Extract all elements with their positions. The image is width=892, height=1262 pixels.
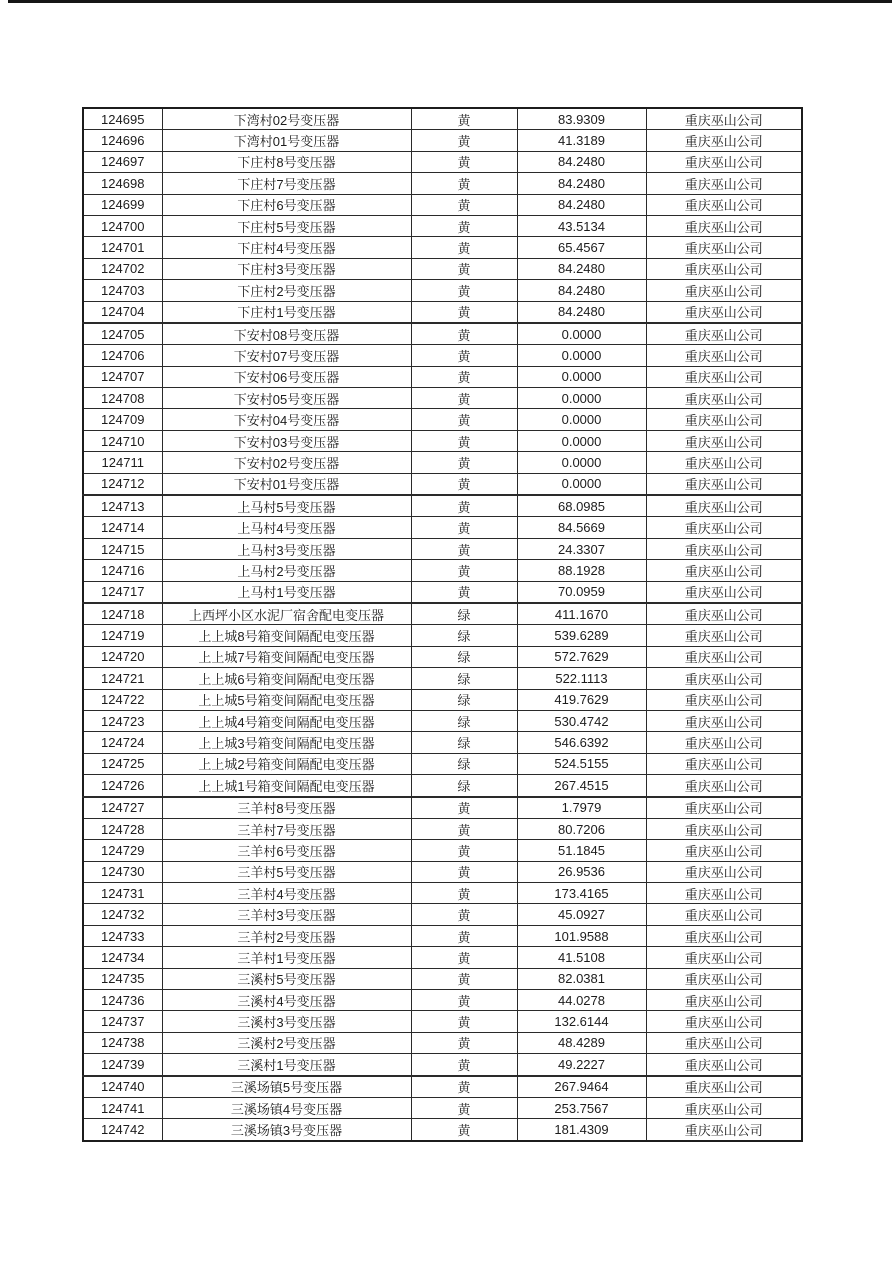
cell-transformer-name: 上上城6号箱变间隔配电变压器 bbox=[162, 668, 411, 689]
cell-status: 绿 bbox=[411, 668, 517, 689]
cell-company: 重庆巫山公司 bbox=[646, 581, 802, 603]
cell-transformer-name: 三溪村3号变压器 bbox=[162, 1011, 411, 1032]
cell-transformer-name: 上上城4号箱变间隔配电变压器 bbox=[162, 710, 411, 731]
cell-record-id: 124722 bbox=[83, 689, 162, 710]
cell-transformer-name: 下安村02号变压器 bbox=[162, 452, 411, 473]
cell-transformer-name: 三羊村2号变压器 bbox=[162, 925, 411, 946]
cell-value: 83.9309 bbox=[517, 108, 646, 130]
cell-value: 80.7206 bbox=[517, 818, 646, 839]
table-row bbox=[83, 345, 802, 366]
cell-value: 0.0000 bbox=[517, 452, 646, 473]
table-row bbox=[83, 452, 802, 473]
cell-status: 绿 bbox=[411, 753, 517, 774]
cell-company: 重庆巫山公司 bbox=[646, 366, 802, 387]
cell-company: 重庆巫山公司 bbox=[646, 1119, 802, 1141]
cell-company: 重庆巫山公司 bbox=[646, 173, 802, 194]
table-row bbox=[83, 108, 802, 130]
table-row bbox=[83, 151, 802, 172]
cell-transformer-name: 三羊村4号变压器 bbox=[162, 883, 411, 904]
cell-record-id: 124705 bbox=[83, 323, 162, 345]
cell-record-id: 124737 bbox=[83, 1011, 162, 1032]
table-row bbox=[83, 1119, 802, 1141]
cell-record-id: 124730 bbox=[83, 861, 162, 882]
table-row bbox=[83, 883, 802, 904]
cell-record-id: 124734 bbox=[83, 947, 162, 968]
cell-value: 419.7629 bbox=[517, 689, 646, 710]
table-row bbox=[83, 753, 802, 774]
cell-record-id: 124696 bbox=[83, 130, 162, 151]
cell-status: 绿 bbox=[411, 646, 517, 667]
cell-transformer-name: 三羊村5号变压器 bbox=[162, 861, 411, 882]
cell-value: 88.1928 bbox=[517, 560, 646, 581]
cell-record-id: 124717 bbox=[83, 581, 162, 603]
table-row bbox=[83, 237, 802, 258]
cell-value: 132.6144 bbox=[517, 1011, 646, 1032]
cell-record-id: 124726 bbox=[83, 775, 162, 797]
cell-status: 绿 bbox=[411, 775, 517, 797]
cell-value: 267.4515 bbox=[517, 775, 646, 797]
cell-status: 黄 bbox=[411, 883, 517, 904]
cell-record-id: 124729 bbox=[83, 840, 162, 861]
cell-value: 24.3307 bbox=[517, 538, 646, 559]
cell-status: 黄 bbox=[411, 1119, 517, 1141]
cell-transformer-name: 三溪场镇4号变压器 bbox=[162, 1097, 411, 1118]
cell-status: 绿 bbox=[411, 732, 517, 753]
cell-value: 411.1670 bbox=[517, 603, 646, 625]
cell-transformer-name: 下安村01号变压器 bbox=[162, 473, 411, 495]
cell-company: 重庆巫山公司 bbox=[646, 538, 802, 559]
cell-status: 黄 bbox=[411, 280, 517, 301]
cell-record-id: 124697 bbox=[83, 151, 162, 172]
cell-status: 黄 bbox=[411, 560, 517, 581]
cell-value: 84.2480 bbox=[517, 151, 646, 172]
cell-transformer-name: 下安村05号变压器 bbox=[162, 388, 411, 409]
cell-transformer-name: 下庄村3号变压器 bbox=[162, 258, 411, 279]
cell-company: 重庆巫山公司 bbox=[646, 409, 802, 430]
table-row bbox=[83, 625, 802, 646]
cell-value: 68.0985 bbox=[517, 495, 646, 517]
cell-value: 84.2480 bbox=[517, 280, 646, 301]
cell-value: 0.0000 bbox=[517, 366, 646, 387]
table-row bbox=[83, 301, 802, 323]
cell-company: 重庆巫山公司 bbox=[646, 797, 802, 819]
cell-company: 重庆巫山公司 bbox=[646, 925, 802, 946]
cell-company: 重庆巫山公司 bbox=[646, 1011, 802, 1032]
cell-transformer-name: 上上城1号箱变间隔配电变压器 bbox=[162, 775, 411, 797]
cell-status: 黄 bbox=[411, 345, 517, 366]
cell-record-id: 124700 bbox=[83, 215, 162, 236]
table-row bbox=[83, 1011, 802, 1032]
cell-company: 重庆巫山公司 bbox=[646, 517, 802, 538]
cell-company: 重庆巫山公司 bbox=[646, 345, 802, 366]
cell-company: 重庆巫山公司 bbox=[646, 473, 802, 495]
cell-company: 重庆巫山公司 bbox=[646, 753, 802, 774]
cell-company: 重庆巫山公司 bbox=[646, 904, 802, 925]
cell-company: 重庆巫山公司 bbox=[646, 689, 802, 710]
cell-status: 黄 bbox=[411, 430, 517, 451]
table-row bbox=[83, 732, 802, 753]
cell-status: 黄 bbox=[411, 452, 517, 473]
cell-transformer-name: 三溪村5号变压器 bbox=[162, 968, 411, 989]
cell-status: 黄 bbox=[411, 473, 517, 495]
cell-value: 84.2480 bbox=[517, 258, 646, 279]
table-row bbox=[83, 258, 802, 279]
table-row bbox=[83, 366, 802, 387]
cell-record-id: 124721 bbox=[83, 668, 162, 689]
cell-transformer-name: 下安村07号变压器 bbox=[162, 345, 411, 366]
cell-record-id: 124695 bbox=[83, 108, 162, 130]
cell-company: 重庆巫山公司 bbox=[646, 108, 802, 130]
cell-record-id: 124736 bbox=[83, 990, 162, 1011]
cell-transformer-name: 下庄村4号变压器 bbox=[162, 237, 411, 258]
cell-company: 重庆巫山公司 bbox=[646, 840, 802, 861]
cell-transformer-name: 三溪村4号变压器 bbox=[162, 990, 411, 1011]
table-row bbox=[83, 517, 802, 538]
cell-record-id: 124709 bbox=[83, 409, 162, 430]
cell-company: 重庆巫山公司 bbox=[646, 452, 802, 473]
cell-record-id: 124725 bbox=[83, 753, 162, 774]
cell-company: 重庆巫山公司 bbox=[646, 430, 802, 451]
cell-status: 黄 bbox=[411, 108, 517, 130]
cell-status: 黄 bbox=[411, 990, 517, 1011]
cell-status: 黄 bbox=[411, 1097, 517, 1118]
cell-record-id: 124741 bbox=[83, 1097, 162, 1118]
cell-company: 重庆巫山公司 bbox=[646, 388, 802, 409]
cell-record-id: 124723 bbox=[83, 710, 162, 731]
table-row bbox=[83, 840, 802, 861]
cell-transformer-name: 三羊村8号变压器 bbox=[162, 797, 411, 819]
cell-record-id: 124698 bbox=[83, 173, 162, 194]
cell-record-id: 124714 bbox=[83, 517, 162, 538]
table-row bbox=[83, 215, 802, 236]
cell-company: 重庆巫山公司 bbox=[646, 710, 802, 731]
cell-status: 黄 bbox=[411, 258, 517, 279]
table-row bbox=[83, 818, 802, 839]
cell-company: 重庆巫山公司 bbox=[646, 495, 802, 517]
cell-value: 0.0000 bbox=[517, 409, 646, 430]
table-row bbox=[83, 1076, 802, 1098]
table-row bbox=[83, 904, 802, 925]
table-row bbox=[83, 1032, 802, 1053]
cell-company: 重庆巫山公司 bbox=[646, 668, 802, 689]
cell-status: 黄 bbox=[411, 323, 517, 345]
cell-status: 黄 bbox=[411, 947, 517, 968]
cell-company: 重庆巫山公司 bbox=[646, 258, 802, 279]
cell-value: 253.7567 bbox=[517, 1097, 646, 1118]
table-row bbox=[83, 925, 802, 946]
cell-status: 黄 bbox=[411, 215, 517, 236]
cell-value: 173.4165 bbox=[517, 883, 646, 904]
cell-status: 黄 bbox=[411, 904, 517, 925]
cell-value: 43.5134 bbox=[517, 215, 646, 236]
cell-record-id: 124703 bbox=[83, 280, 162, 301]
cell-value: 82.0381 bbox=[517, 968, 646, 989]
cell-record-id: 124715 bbox=[83, 538, 162, 559]
cell-value: 51.1845 bbox=[517, 840, 646, 861]
cell-record-id: 124712 bbox=[83, 473, 162, 495]
table-row bbox=[83, 775, 802, 797]
table-row bbox=[83, 581, 802, 603]
cell-record-id: 124708 bbox=[83, 388, 162, 409]
table-row bbox=[83, 603, 802, 625]
cell-transformer-name: 下安村08号变压器 bbox=[162, 323, 411, 345]
cell-value: 0.0000 bbox=[517, 473, 646, 495]
cell-record-id: 124701 bbox=[83, 237, 162, 258]
cell-record-id: 124704 bbox=[83, 301, 162, 323]
cell-value: 84.2480 bbox=[517, 194, 646, 215]
cell-value: 539.6289 bbox=[517, 625, 646, 646]
table-row bbox=[83, 280, 802, 301]
cell-status: 黄 bbox=[411, 495, 517, 517]
cell-value: 0.0000 bbox=[517, 388, 646, 409]
cell-status: 绿 bbox=[411, 689, 517, 710]
cell-record-id: 124719 bbox=[83, 625, 162, 646]
cell-record-id: 124731 bbox=[83, 883, 162, 904]
window-top-edge bbox=[8, 0, 892, 3]
cell-value: 524.5155 bbox=[517, 753, 646, 774]
cell-transformer-name: 下庄村8号变压器 bbox=[162, 151, 411, 172]
cell-company: 重庆巫山公司 bbox=[646, 215, 802, 236]
transformer-table bbox=[82, 107, 803, 1142]
cell-record-id: 124711 bbox=[83, 452, 162, 473]
cell-value: 26.9536 bbox=[517, 861, 646, 882]
cell-record-id: 124735 bbox=[83, 968, 162, 989]
cell-status: 黄 bbox=[411, 301, 517, 323]
cell-transformer-name: 下庄村2号变压器 bbox=[162, 280, 411, 301]
cell-status: 黄 bbox=[411, 388, 517, 409]
cell-record-id: 124718 bbox=[83, 603, 162, 625]
cell-transformer-name: 上上城2号箱变间隔配电变压器 bbox=[162, 753, 411, 774]
cell-company: 重庆巫山公司 bbox=[646, 1032, 802, 1053]
cell-transformer-name: 上上城3号箱变间隔配电变压器 bbox=[162, 732, 411, 753]
cell-value: 572.7629 bbox=[517, 646, 646, 667]
cell-value: 181.4309 bbox=[517, 1119, 646, 1141]
table-row bbox=[83, 473, 802, 495]
table-row bbox=[83, 990, 802, 1011]
cell-value: 41.3189 bbox=[517, 130, 646, 151]
cell-company: 重庆巫山公司 bbox=[646, 1076, 802, 1098]
cell-transformer-name: 上马村3号变压器 bbox=[162, 538, 411, 559]
table-row bbox=[83, 947, 802, 968]
cell-status: 黄 bbox=[411, 151, 517, 172]
cell-transformer-name: 三羊村6号变压器 bbox=[162, 840, 411, 861]
cell-value: 530.4742 bbox=[517, 710, 646, 731]
cell-company: 重庆巫山公司 bbox=[646, 301, 802, 323]
cell-company: 重庆巫山公司 bbox=[646, 775, 802, 797]
cell-status: 黄 bbox=[411, 1076, 517, 1098]
cell-company: 重庆巫山公司 bbox=[646, 625, 802, 646]
cell-value: 70.0959 bbox=[517, 581, 646, 603]
table-row bbox=[83, 323, 802, 345]
cell-status: 黄 bbox=[411, 517, 517, 538]
cell-company: 重庆巫山公司 bbox=[646, 883, 802, 904]
cell-status: 黄 bbox=[411, 194, 517, 215]
cell-status: 黄 bbox=[411, 1011, 517, 1032]
cell-status: 黄 bbox=[411, 130, 517, 151]
table-row bbox=[83, 668, 802, 689]
cell-status: 黄 bbox=[411, 861, 517, 882]
table-row bbox=[83, 861, 802, 882]
cell-value: 267.9464 bbox=[517, 1076, 646, 1098]
cell-record-id: 124716 bbox=[83, 560, 162, 581]
cell-record-id: 124732 bbox=[83, 904, 162, 925]
cell-status: 黄 bbox=[411, 1032, 517, 1053]
cell-record-id: 124713 bbox=[83, 495, 162, 517]
cell-transformer-name: 下庄村1号变压器 bbox=[162, 301, 411, 323]
cell-record-id: 124727 bbox=[83, 797, 162, 819]
cell-company: 重庆巫山公司 bbox=[646, 560, 802, 581]
cell-status: 黄 bbox=[411, 818, 517, 839]
cell-company: 重庆巫山公司 bbox=[646, 818, 802, 839]
cell-record-id: 124707 bbox=[83, 366, 162, 387]
table-row bbox=[83, 710, 802, 731]
table-row bbox=[83, 1097, 802, 1118]
cell-transformer-name: 下湾村02号变压器 bbox=[162, 108, 411, 130]
cell-company: 重庆巫山公司 bbox=[646, 151, 802, 172]
table-row bbox=[83, 130, 802, 151]
cell-transformer-name: 三溪场镇5号变压器 bbox=[162, 1076, 411, 1098]
cell-transformer-name: 上上城8号箱变间隔配电变压器 bbox=[162, 625, 411, 646]
cell-company: 重庆巫山公司 bbox=[646, 280, 802, 301]
cell-company: 重庆巫山公司 bbox=[646, 646, 802, 667]
cell-transformer-name: 三羊村1号变压器 bbox=[162, 947, 411, 968]
cell-company: 重庆巫山公司 bbox=[646, 237, 802, 258]
cell-company: 重庆巫山公司 bbox=[646, 1097, 802, 1118]
cell-status: 绿 bbox=[411, 710, 517, 731]
cell-transformer-name: 三羊村7号变压器 bbox=[162, 818, 411, 839]
cell-company: 重庆巫山公司 bbox=[646, 1054, 802, 1076]
cell-company: 重庆巫山公司 bbox=[646, 968, 802, 989]
cell-value: 0.0000 bbox=[517, 323, 646, 345]
cell-status: 黄 bbox=[411, 173, 517, 194]
cell-record-id: 124706 bbox=[83, 345, 162, 366]
cell-status: 绿 bbox=[411, 625, 517, 646]
cell-status: 黄 bbox=[411, 840, 517, 861]
cell-record-id: 124742 bbox=[83, 1119, 162, 1141]
cell-value: 1.7979 bbox=[517, 797, 646, 819]
cell-transformer-name: 下湾村01号变压器 bbox=[162, 130, 411, 151]
cell-company: 重庆巫山公司 bbox=[646, 861, 802, 882]
cell-transformer-name: 三溪村1号变压器 bbox=[162, 1054, 411, 1076]
cell-value: 546.6392 bbox=[517, 732, 646, 753]
cell-value: 44.0278 bbox=[517, 990, 646, 1011]
table-row bbox=[83, 1054, 802, 1076]
cell-transformer-name: 三溪场镇3号变压器 bbox=[162, 1119, 411, 1141]
cell-company: 重庆巫山公司 bbox=[646, 323, 802, 345]
cell-value: 0.0000 bbox=[517, 345, 646, 366]
cell-transformer-name: 上马村1号变压器 bbox=[162, 581, 411, 603]
cell-status: 黄 bbox=[411, 1054, 517, 1076]
cell-status: 黄 bbox=[411, 538, 517, 559]
table-row bbox=[83, 689, 802, 710]
cell-record-id: 124720 bbox=[83, 646, 162, 667]
cell-record-id: 124738 bbox=[83, 1032, 162, 1053]
cell-value: 49.2227 bbox=[517, 1054, 646, 1076]
table-row bbox=[83, 388, 802, 409]
cell-transformer-name: 下安村06号变压器 bbox=[162, 366, 411, 387]
table-row bbox=[83, 173, 802, 194]
cell-record-id: 124739 bbox=[83, 1054, 162, 1076]
cell-value: 65.4567 bbox=[517, 237, 646, 258]
cell-status: 黄 bbox=[411, 968, 517, 989]
cell-company: 重庆巫山公司 bbox=[646, 990, 802, 1011]
cell-record-id: 124699 bbox=[83, 194, 162, 215]
cell-transformer-name: 三溪村2号变压器 bbox=[162, 1032, 411, 1053]
cell-status: 黄 bbox=[411, 237, 517, 258]
table-row bbox=[83, 646, 802, 667]
cell-record-id: 124728 bbox=[83, 818, 162, 839]
cell-transformer-name: 上上城7号箱变间隔配电变压器 bbox=[162, 646, 411, 667]
table-row bbox=[83, 430, 802, 451]
cell-company: 重庆巫山公司 bbox=[646, 130, 802, 151]
cell-value: 84.2480 bbox=[517, 173, 646, 194]
cell-record-id: 124733 bbox=[83, 925, 162, 946]
cell-transformer-name: 下庄村5号变压器 bbox=[162, 215, 411, 236]
cell-transformer-name: 下安村03号变压器 bbox=[162, 430, 411, 451]
cell-status: 黄 bbox=[411, 409, 517, 430]
cell-value: 522.1113 bbox=[517, 668, 646, 689]
cell-transformer-name: 上上城5号箱变间隔配电变压器 bbox=[162, 689, 411, 710]
table-row bbox=[83, 538, 802, 559]
cell-status: 黄 bbox=[411, 366, 517, 387]
cell-transformer-name: 上马村4号变压器 bbox=[162, 517, 411, 538]
cell-record-id: 124710 bbox=[83, 430, 162, 451]
cell-transformer-name: 下安村04号变压器 bbox=[162, 409, 411, 430]
cell-value: 41.5108 bbox=[517, 947, 646, 968]
cell-transformer-name: 上西坪小区水泥厂宿舍配电变压器 bbox=[162, 603, 411, 625]
cell-value: 101.9588 bbox=[517, 925, 646, 946]
table-row bbox=[83, 797, 802, 819]
cell-status: 黄 bbox=[411, 581, 517, 603]
cell-transformer-name: 三羊村3号变压器 bbox=[162, 904, 411, 925]
table-row bbox=[83, 968, 802, 989]
cell-transformer-name: 上马村5号变压器 bbox=[162, 495, 411, 517]
cell-value: 84.2480 bbox=[517, 301, 646, 323]
cell-company: 重庆巫山公司 bbox=[646, 194, 802, 215]
table-row bbox=[83, 495, 802, 517]
cell-company: 重庆巫山公司 bbox=[646, 603, 802, 625]
cell-value: 48.4289 bbox=[517, 1032, 646, 1053]
cell-company: 重庆巫山公司 bbox=[646, 947, 802, 968]
cell-company: 重庆巫山公司 bbox=[646, 732, 802, 753]
cell-transformer-name: 下庄村6号变压器 bbox=[162, 194, 411, 215]
cell-status: 绿 bbox=[411, 603, 517, 625]
table-row bbox=[83, 560, 802, 581]
cell-value: 0.0000 bbox=[517, 430, 646, 451]
table-row bbox=[83, 409, 802, 430]
cell-value: 84.5669 bbox=[517, 517, 646, 538]
cell-value: 45.0927 bbox=[517, 904, 646, 925]
cell-record-id: 124740 bbox=[83, 1076, 162, 1098]
cell-record-id: 124702 bbox=[83, 258, 162, 279]
cell-transformer-name: 下庄村7号变压器 bbox=[162, 173, 411, 194]
cell-status: 黄 bbox=[411, 797, 517, 819]
cell-status: 黄 bbox=[411, 925, 517, 946]
cell-transformer-name: 上马村2号变压器 bbox=[162, 560, 411, 581]
cell-record-id: 124724 bbox=[83, 732, 162, 753]
table-row bbox=[83, 194, 802, 215]
